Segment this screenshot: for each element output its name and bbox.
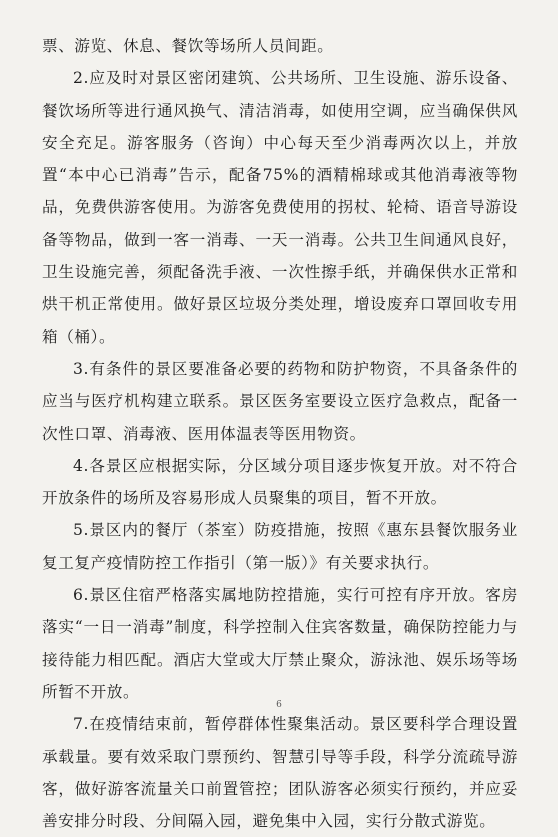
paragraph-continuation: 票、游览、休息、餐饮等场所人员间距。 [42, 37, 334, 55]
paragraph-item-2: 2.应及时对景区密闭建筑、公共场所、卫生设施、游乐设备、餐饮场所等进行通风换气、清洁消毒，如使用空调，应当确保供风安全充足。游客服务（咨询）中心每天至少消毒两次以上，并放置“本中心已消毒”告示，配备75%的酒精棉球或其他消毒液等物品，免费供游客使用。为游客免费使用的拐杖、轮椅、语音导游设备等物品，做到一客一消毒、一天一消毒。公共卫生间通风良好，卫生设施完善，须配备洗手液、一次性擦手纸，并确保供水正常和烘干机正常使用。做好景区垃圾分类处理，增设废弃口罩回收专用箱（桶）。 [42, 69, 518, 346]
paragraph-item-4: 4.各景区应根据实际，分区域分项目逐步恢复开放。对不符合开放条件的场所及容易形成人员聚集的项目，暂不开放。 [42, 456, 518, 508]
page-number: 6 [276, 700, 282, 710]
paragraph-item-6: 6.景区住宿严格落实属地防控措施，实行可控有序开放。客房落实“一日一消毒”制度，科学控制入住宾客数量，确保防控能力与接待能力相匹配。酒店大堂或大厅禁止聚众，游泳池、娱乐场等场所暂不开放。 [42, 586, 518, 701]
paragraph-item-5: 5.景区内的餐厅（茶室）防疫措施，按照《惠东县餐饮服务业复工复产疫情防控工作指引（第一版）》有关要求执行。 [42, 521, 518, 572]
paragraph-item-7: 7.在疫情结束前，暂停群体性聚集活动。景区要科学合理设置承载量。要有效采取门票预约、智慧引导等手段，科学分流疏导游客，做好游客流量关口前置管控；团队游客必须实行预约，并应妥善安排分时段、分间隔入园，避免集中入园，实行分散式游览。 [42, 715, 518, 831]
paragraph-item-3: 3.有条件的景区要准备必要的药物和防护物资，不具备条件的应当与医疗机构建立联系。景区医务室要设立医疗急救点，配备一次性口罩、消毒液、医用体温表等医用物资。 [42, 359, 518, 443]
